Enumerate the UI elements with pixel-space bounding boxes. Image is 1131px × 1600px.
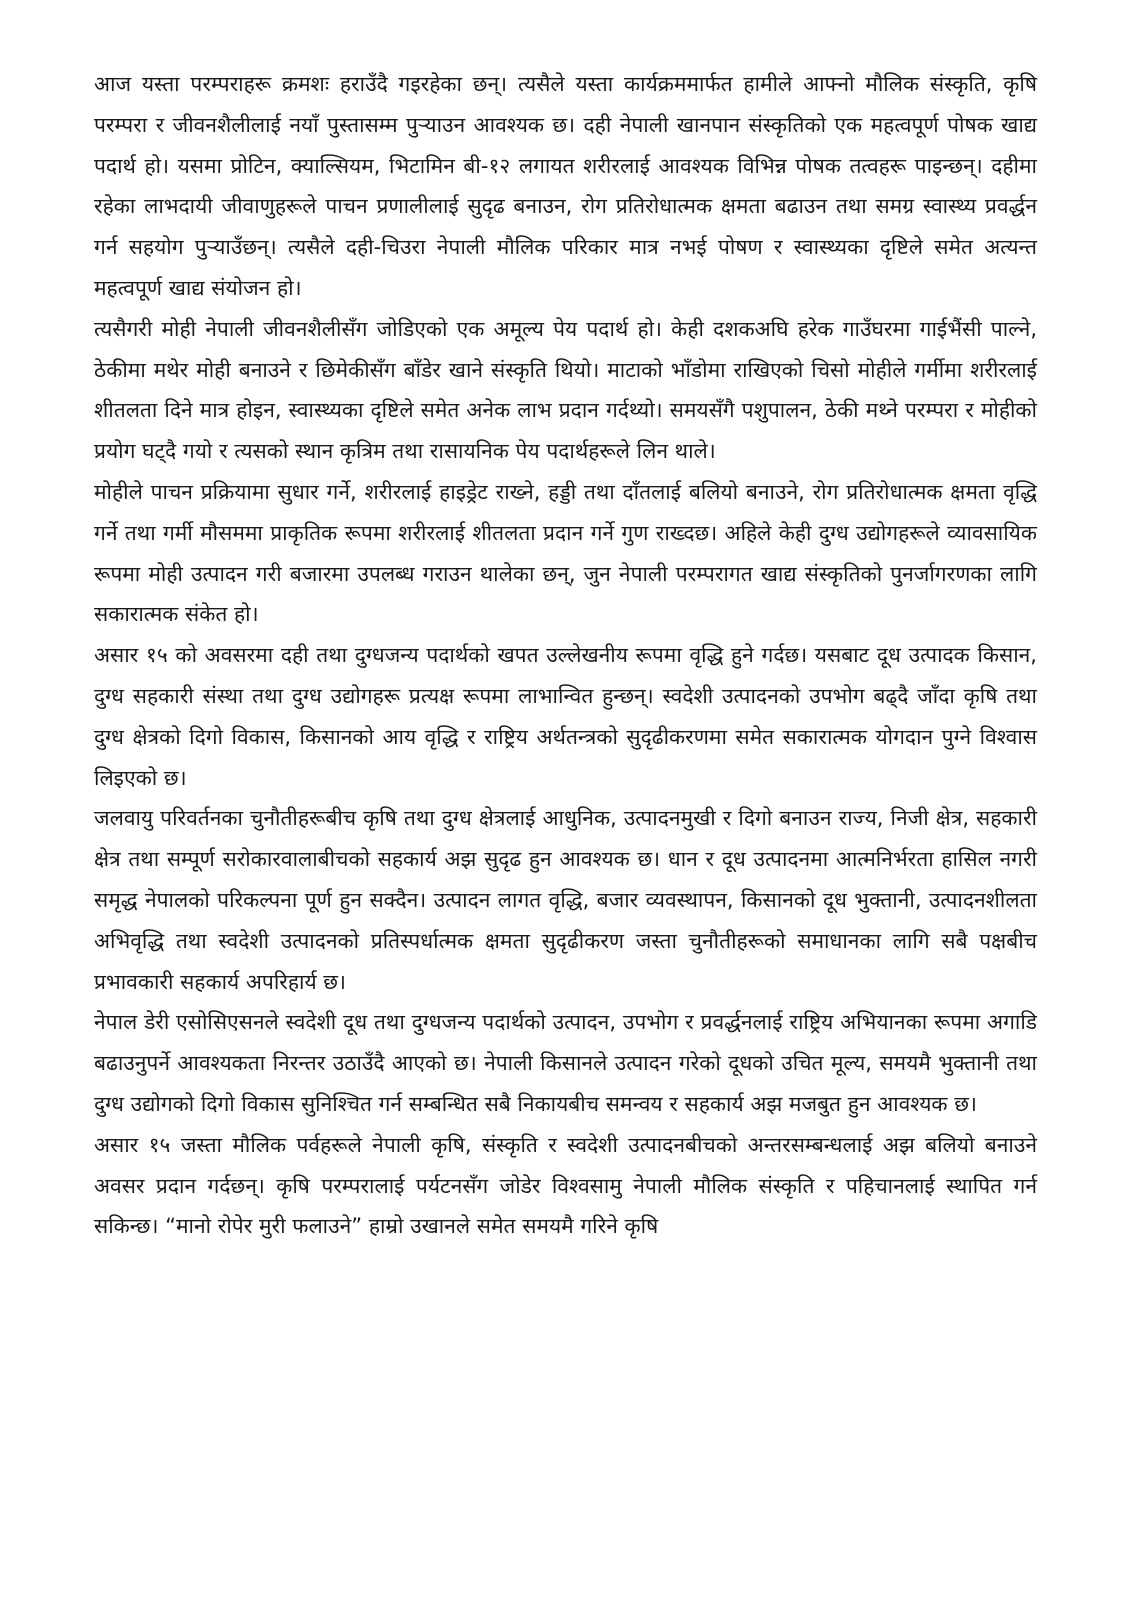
paragraph-mohi-tradition: त्यसैगरी मोही नेपाली जीवनशैलीसँग जोडिएको एक अमूल्य पेय पदार्थ हो। केही दशकअघि हरेक गाउँघरमा गाईभैंसी पाल्ने, ठेकीमा मथेर मोही बनाउने र छिमेकीसँग बाँडेर खाने संस्कृति थियो। माटाको भाँडोमा राखिएको चिसो मोहीले गर्मीमा शरीरलाई शीतलता दिने मात्र होइन, स्वास्थ्यका दृष्टिले समेत अनेक लाभ प्रदान गर्दथ्यो। समयसँगै पशुपालन, ठेकी मथ्ने परम्परा र मोहीको प्रयोग घट्दै गयो र त्यसको स्थान कृत्रिम तथा रासायनिक पेय पदार्थहरूले लिन थाले। (94, 316, 1037, 464)
paragraph-mohi-benefits: मोहीले पाचन प्रक्रियामा सुधार गर्ने, शरीरलाई हाइड्रेट राख्ने, हड्डी तथा दाँतलाई बलियो बनाउने, रोग प्रतिरोधात्मक क्षमता वृद्धि गर्ने तथा गर्मी मौसममा प्राकृतिक रूपमा शरीरलाई शीतलता प्रदान गर्ने गुण राख्दछ। अहिले केही दुग्ध उद्योगहरूले व्यावसायिक रूपमा मोही उत्पादन गरी बजारमा उपलब्ध गराउन थालेका छन्, जुन नेपाली परम्परागत खाद्य संस्कृतिको पुनर्जागरणका लागि सकारात्मक संकेत हो। (94, 479, 1037, 627)
paragraph-dahi-nutrition: आज यस्ता परम्पराहरू क्रमशः हराउँदै गइरहेका छन्। त्यसैले यस्ता कार्यक्रममार्फत हामीले आफ्नो मौलिक संस्कृति, कृषि परम्परा र जीवनशैलीलाई नयाँ पुस्तासम्म पुऱ्याउन आवश्यक छ। दही नेपाली खानपान संस्कृतिको एक महत्वपूर्ण पोषक खाद्य पदार्थ हो। यसमा प्रोटिन, क्याल्सियम, भिटामिन बी-१२ लगायत शरीरलाई आवश्यक विभिन्न पोषक तत्वहरू पाइन्छन्। दहीमा रहेका लाभदायी जीवाणुहरूले पाचन प्रणालीलाई सुदृढ बनाउन, रोग प्रतिरोधात्मक क्षमता बढाउन तथा समग्र स्वास्थ्य प्रवर्द्धन गर्न सहयोग पुऱ्याउँछन्। त्यसैले दही-चिउरा नेपाली मौलिक परिकार मात्र नभई पोषण र स्वास्थ्यका दृष्टिले समेत अत्यन्त महत्वपूर्ण खाद्य संयोजन हो। (94, 72, 1037, 300)
paragraph-dairy-association: नेपाल डेरी एसोसिएसनले स्वदेशी दूध तथा दुग्धजन्य पदार्थको उत्पादन, उपभोग र प्रवर्द्धनलाई राष्ट्रिय अभियानका रूपमा अगाडि बढाउनुपर्ने आवश्यकता निरन्तर उठाउँदै आएको छ। नेपाली किसानले उत्पादन गरेको दूधको उचित मूल्य, समयमै भुक्तानी तथा दुग्ध उद्योगको दिगो विकास सुनिश्चित गर्न सम्बन्धित सबै निकायबीच समन्वय र सहकार्य अझ मजबुत हुन आवश्यक छ। (94, 1010, 1037, 1116)
paragraph-climate-challenges: जलवायु परिवर्तनका चुनौतीहरूबीच कृषि तथा दुग्ध क्षेत्रलाई आधुनिक, उत्पादनमुखी र दिगो बनाउन राज्य, निजी क्षेत्र, सहकारी क्षेत्र तथा सम्पूर्ण सरोकारवालाबीचको सहकार्य अझ सुदृढ हुन आवश्यक छ। धान र दूध उत्पादनमा आत्मनिर्भरता हासिल नगरी समृद्ध नेपालको परिकल्पना पूर्ण हुन सक्दैन। उत्पादन लागत वृद्धि, बजार व्यवस्थापन, किसानको दूध भुक्तानी, उत्पादनशीलता अभिवृद्धि तथा स्वदेशी उत्पादनको प्रतिस्पर्धात्मक क्षमता सुदृढीकरण जस्ता चुनौतीहरूको समाधानका लागि सबै पक्षबीच प्रभावकारी सहकार्य अपरिहार्य छ। (94, 806, 1037, 994)
paragraph-festivals-culture: असार १५ जस्ता मौलिक पर्वहरूले नेपाली कृषि, संस्कृति र स्वदेशी उत्पादनबीचको अन्तरसम्बन्धलाई अझ बलियो बनाउने अवसर प्रदान गर्दछन्। कृषि परम्परालाई पर्यटनसँग जोडेर विश्वसामु नेपाली मौलिक संस्कृति र पहिचानलाई स्थापित गर्न सकिन्छ। “मानो रोपेर मुरी फलाउने” हाम्रो उखानले समेत समयमै गरिने कृषि (94, 1132, 1037, 1239)
paragraph-asar-15-consumption: असार १५ को अवसरमा दही तथा दुग्धजन्य पदार्थको खपत उल्लेखनीय रूपमा वृद्धि हुने गर्दछ। यसबाट दूध उत्पादक किसान, दुग्ध सहकारी संस्था तथा दुग्ध उद्योगहरू प्रत्यक्ष रूपमा लाभान्वित हुन्छन्। स्वदेशी उत्पादनको उपभोग बढ्दै जाँदा कृषि तथा दुग्ध क्षेत्रको दिगो विकास, किसानको आय वृद्धि र राष्ट्रिय अर्थतन्त्रको सुदृढीकरणमा समेत सकारात्मक योगदान पुग्ने विश्वास लिइएको छ। (94, 643, 1037, 790)
